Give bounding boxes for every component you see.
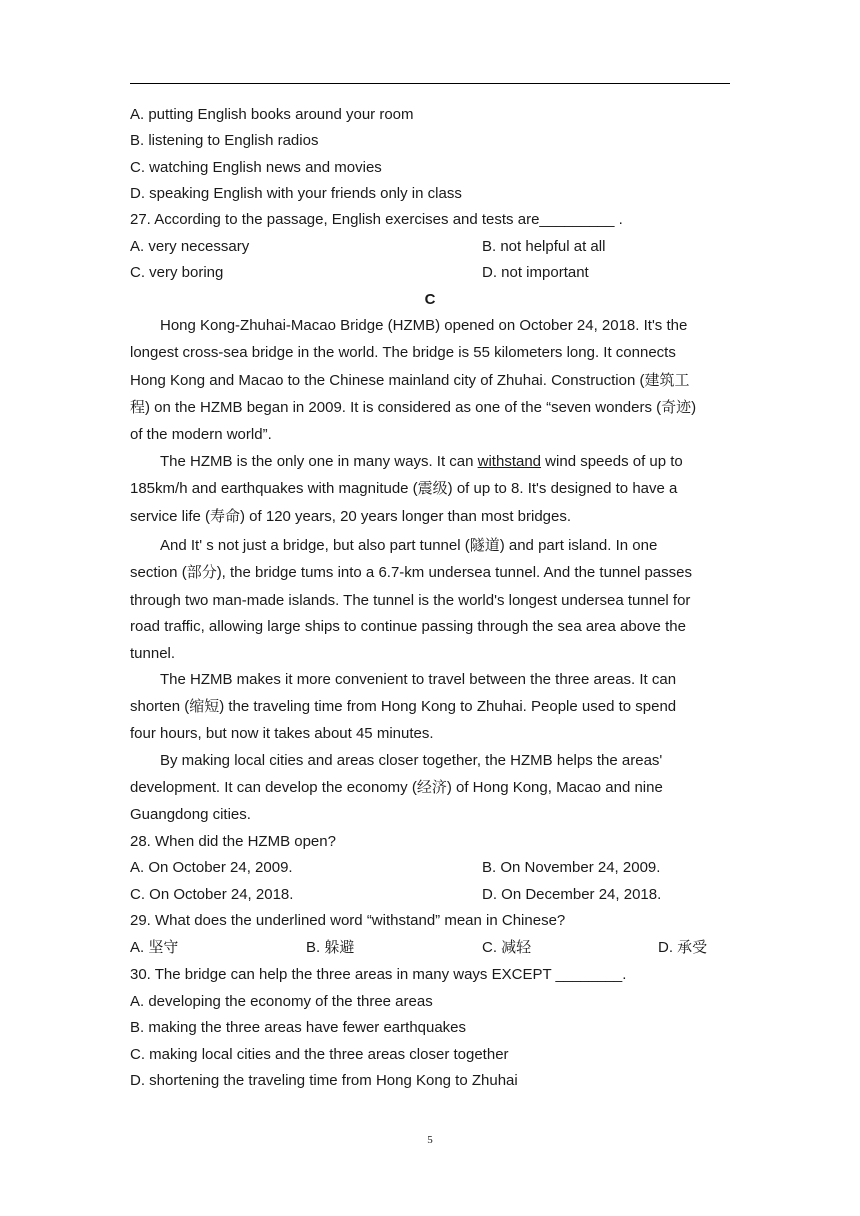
q30-option-c: C. making local cities and the three areas closer together xyxy=(130,1046,509,1063)
q29-option-c: C. 减轻 xyxy=(482,939,532,956)
q26-option-d: D. speaking English with your friends only in class xyxy=(130,185,462,202)
q28-option-d: D. On December 24, 2018. xyxy=(482,886,662,903)
passage-line: service life (寿命) of 120 years, 20 years longer than most bridges. xyxy=(130,508,572,525)
q28-option-a: A. On October 24, 2009. xyxy=(130,859,293,876)
q27-option-a: A. very necessary xyxy=(130,238,250,255)
q27-option-b: B. not helpful at all xyxy=(482,238,606,255)
passage-line: By making local cities and areas closer together, the HZMB helps the areas' xyxy=(160,752,663,769)
passage-line: of the modern world”. xyxy=(130,426,272,443)
passage-line: through two man-made islands. The tunnel is the world's longest undersea tunnel for xyxy=(130,592,691,609)
passage-line: Hong Kong-Zhuhai-Macao Bridge (HZMB) opened on October 24, 2018. It's the xyxy=(160,317,688,334)
passage-line: The HZMB makes it more convenient to travel between the three areas. It can xyxy=(160,671,677,688)
q28-stem: 28. When did the HZMB open? xyxy=(130,833,336,850)
passage-line: road traffic, allowing large ships to continue passing through the sea area above the xyxy=(130,618,686,635)
passage-line: longest cross-sea bridge in the world. The bridge is 55 kilometers long. It connects xyxy=(130,344,676,361)
q29-stem: 29. What does the underlined word “withstand” mean in Chinese? xyxy=(130,912,566,929)
passage-line xyxy=(160,452,683,472)
q27-stem: 27. According to the passage, English exercises and tests are_________ . xyxy=(130,211,623,228)
passage-text: wind speeds of up to xyxy=(541,453,683,470)
q26-option-a: A. putting English books around your room xyxy=(130,106,414,123)
q30-option-d: D. shortening the traveling time from Hong Kong to Zhuhai xyxy=(130,1072,518,1089)
q26-option-c: C. watching English news and movies xyxy=(130,159,382,176)
q26-option-b: B. listening to English radios xyxy=(130,132,319,149)
q30-stem: 30. The bridge can help the three areas in many ways EXCEPT ________. xyxy=(130,966,627,983)
passage-line: 程) on the HZMB began in 2009. It is considered as one of the “seven wonders (奇迹) xyxy=(130,399,697,416)
page-number: 5 xyxy=(427,1134,433,1146)
q28-option-b: B. On November 24, 2009. xyxy=(482,859,661,876)
passage-line: Guangdong cities. xyxy=(130,806,251,823)
passage-line: tunnel. xyxy=(130,645,176,662)
passage-text: The HZMB is the only one in many ways. It can xyxy=(160,453,478,470)
q29-option-d: D. 承受 xyxy=(658,939,708,956)
header-rule xyxy=(130,83,730,84)
q30-option-a: A. developing the economy of the three areas xyxy=(130,993,433,1010)
q29-option-b: B. 躲避 xyxy=(306,939,355,956)
passage-line: section (部分), the bridge tums into a 6.7-km undersea tunnel. And the tunnel passes xyxy=(130,564,692,581)
q29-option-a: A. 坚守 xyxy=(130,939,179,956)
q27-option-c: C. very boring xyxy=(130,264,224,281)
section-heading: C xyxy=(424,291,436,308)
q30-option-b: B. making the three areas have fewer earthquakes xyxy=(130,1019,467,1036)
q27-option-d: D. not important xyxy=(482,264,589,281)
passage-line: Hong Kong and Macao to the Chinese mainland city of Zhuhai. Construction (建筑工 xyxy=(130,372,690,389)
passage-line: And It' s not just a bridge, but also part tunnel (隧道) and part island. In one xyxy=(160,537,658,554)
passage-line: 185km/h and earthquakes with magnitude (震级) of up to 8. It's designed to have a xyxy=(130,480,678,497)
passage-line: development. It can develop the economy (经济) of Hong Kong, Macao and nine xyxy=(130,779,663,796)
underlined-word-withstand: withstand xyxy=(477,453,542,470)
passage-line: shorten (缩短) the traveling time from Hong Kong to Zhuhai. People used to spend xyxy=(130,698,677,715)
q28-option-c: C. On October 24, 2018. xyxy=(130,886,294,903)
passage-line: four hours, but now it takes about 45 minutes. xyxy=(130,725,434,742)
